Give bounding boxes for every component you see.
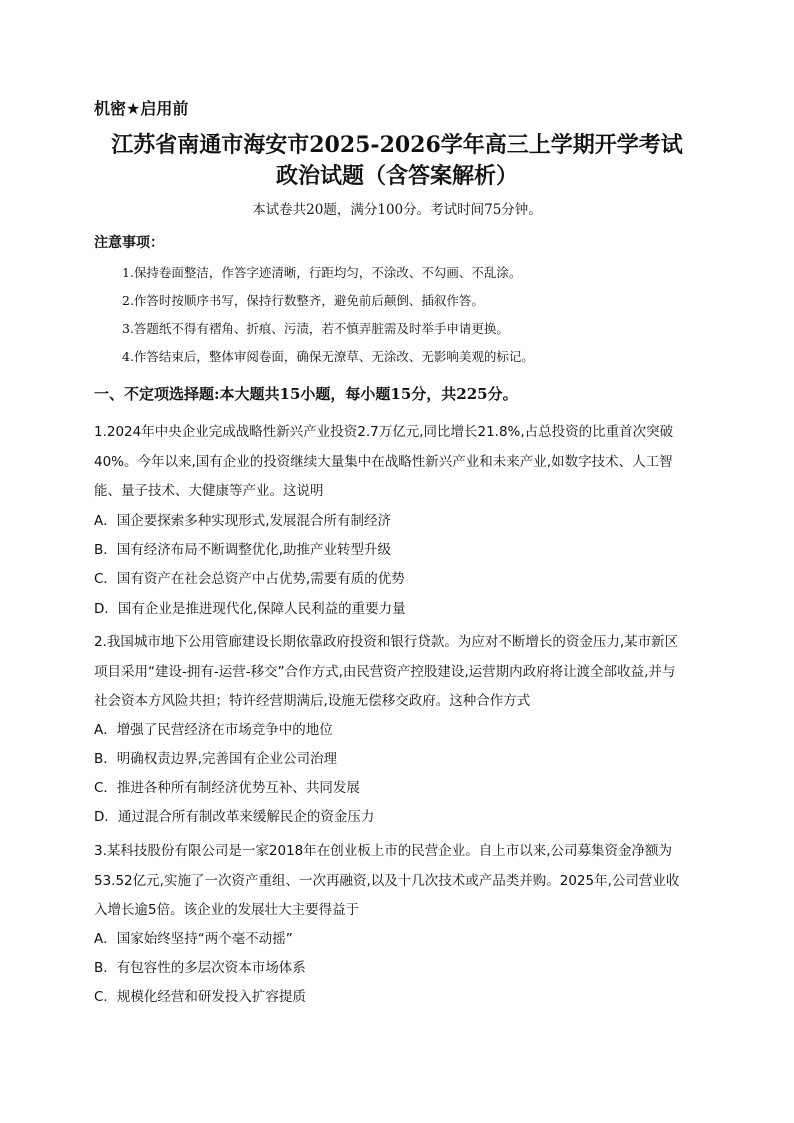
exam-title-line-2: 政治试题（含答案解析） [275,163,518,189]
exam-title-line-1: 江苏省南通市海安市2025-2026学年高三上学期开学考试 [111,132,683,158]
question-1-option-d: D．国有企业是推进现代化,保障人民利益的重要力量 [94,601,406,617]
stem-line: 3.某科技股份有限公司是一家2018年在创业板上市的民营企业。自上市以来,公司募集资金净额为 [94,843,673,859]
notice-item: 3.答题纸不得有褶角、折痕、污渍，若不慎弄脏需及时举手申请更换。 [122,321,509,336]
question-2-option-c: C．推进各种所有制经济优势互补、共同发展 [94,780,360,796]
stem-line: 53.52亿元,实施了一次资产重组、一次再融资,以及十几次技术或产品类并购。2025年,公司营业收 [94,872,680,889]
question-2-option-a: A．增强了民营经济在市场竞争中的地位 [94,722,333,738]
notice-heading: 注意事项： [94,235,164,251]
question-2-stem [94,628,694,717]
notice-item: 2.作答时按顺序书写，保持行数整齐，避免前后颠倒、插叙作答。 [122,293,484,308]
stem-line: 2.我国城市地下公用管廊建设长期依靠政府投资和银行贷款。为应对不断增长的资金压力,某市新区 [94,634,679,650]
stem-line: 入增长逾5倍。该企业的发展壮大主要得益于 [94,902,360,918]
question-3-option-b: B．有包容性的多层次资本市场体系 [94,960,306,976]
question-2-option-b: B．明确权责边界,完善国有企业公司治理 [94,751,338,767]
notice-item: 1.保持卷面整洁，作答字迹清晰，行距均匀，不涂改、不勾画、不乱涂。 [122,265,522,280]
question-3-stem [94,837,694,926]
classified-label: 机密★启用前 [94,99,189,118]
notice-item: 4.作答结束后，整体审阅卷面，确保无潦草、无涂改、无影响美观的标记。 [122,349,534,364]
section-heading: 一、不定项选择题:本大题共15小题，每小题15分，共225分。 [94,385,518,403]
stem-line: 1.2024年中央企业完成战略性新兴产业投资2.7万亿元,同比增长21.8%,占总投资的比重首次突破 [94,424,674,440]
question-1-stem [94,418,694,507]
question-1-option-c: C．国有资产在社会总资产中占优势,需要有质的优势 [94,571,405,587]
question-3-option-a: A．国家始终坚持“两个毫不动摇” [94,931,293,947]
stem-line: 社会资本方风险共担；特许经营期满后,设施无偿移交政府。这种合作方式 [94,693,531,709]
question-1-option-a: A．国企要探索多种实现形式,发展混合所有制经济 [94,513,392,529]
question-1-option-b: B．国有经济布局不断调整优化,助推产业转型升级 [94,542,392,558]
stem-line: 项目采用“建设-拥有-运营-移交”合作方式,由民营资产控股建设,运营期内政府将让渡全部收益,并与 [94,663,676,680]
stem-line: 能、量子技术、大健康等产业。这说明 [94,483,324,499]
exam-info: 本试卷共20题，满分100分。考试时间75分钟。 [252,202,542,218]
question-2-option-d: D．通过混合所有制改革来缓解民企的资金压力 [94,809,375,825]
question-3-option-c: C．规模化经营和研发投入扩容提质 [94,989,306,1005]
stem-line: 40%。今年以来,国有企业的投资继续大量集中在战略性新兴产业和未来产业,如数字技术、人工智 [94,453,673,470]
